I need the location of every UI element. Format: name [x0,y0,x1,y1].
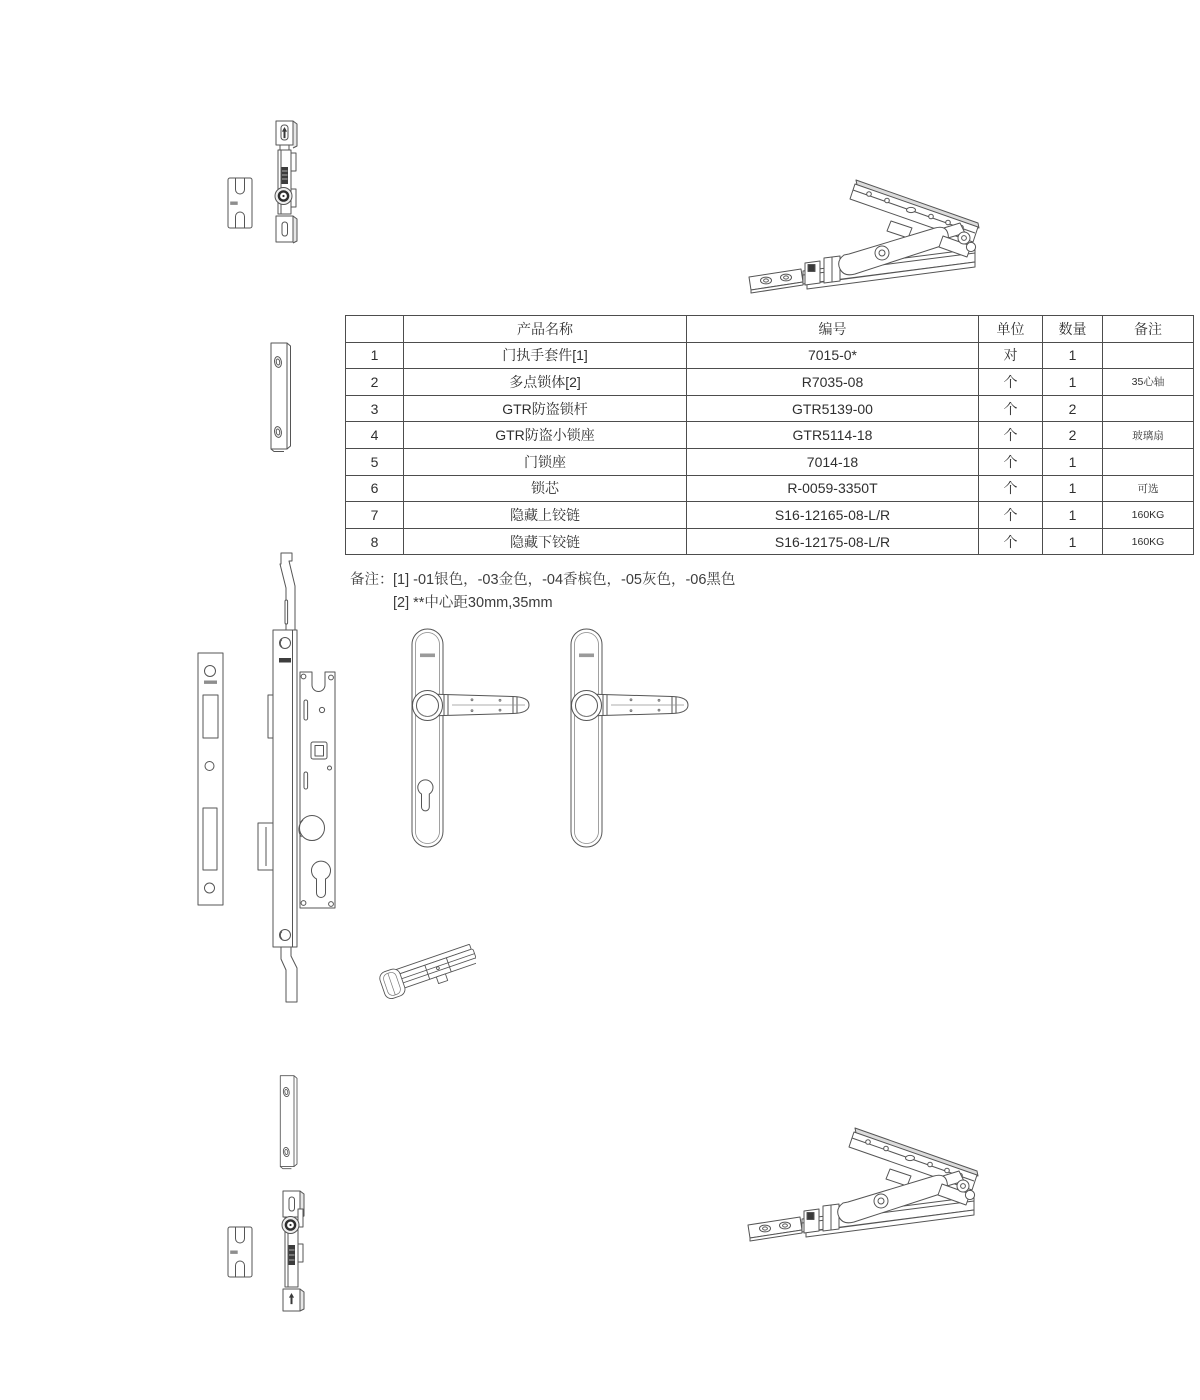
table-row [346,342,1194,369]
table-cell: S16-12165-08-L/R [687,502,979,529]
column-header [346,316,404,343]
table-cell: GTR防盗小锁座 [404,422,687,449]
table-cell [1103,448,1194,475]
multipoint-strike-plate-drawing [196,650,226,908]
table-cell: 8 [346,528,404,555]
footnotes [350,569,735,615]
table-cell: 1 [1043,448,1103,475]
table-cell: 160KG [1103,502,1194,529]
table-cell: 个 [979,395,1043,422]
table-row [346,528,1194,555]
table-cell: 7015-0* [687,342,979,369]
table-cell: 1 [1043,475,1103,502]
footnote-text: [2] **中心距30mm,35mm [393,595,553,611]
table-cell: 1 [1043,342,1103,369]
concealed-top-hinge-drawing [745,176,980,304]
table-cell: 门锁座 [404,448,687,475]
table-cell: 1 [1043,502,1103,529]
column-header: 产品名称 [404,316,687,343]
glass-clip-drawing-bottom [227,1226,253,1278]
table-cell: 可选 [1103,475,1194,502]
table-cell: 160KG [1103,528,1194,555]
table-header-row [346,316,1194,343]
table-cell: 2 [346,369,404,396]
keeper-plate-drawing-top [267,341,293,453]
column-header: 编号 [687,316,979,343]
table-cell: 个 [979,502,1043,529]
table-cell: 1 [1043,369,1103,396]
table-cell: 隐藏上铰链 [404,502,687,529]
anti-theft-lock-bar-drawing-top [270,118,300,246]
table-cell: R-0059-3350T [687,475,979,502]
table-cell: 7 [346,502,404,529]
table-cell: 2 [1043,422,1103,449]
footnote-line [350,592,735,615]
table-cell: 对 [979,342,1043,369]
table-row [346,422,1194,449]
table-cell: GTR防盗锁杆 [404,395,687,422]
parts-table-body [346,342,1194,555]
lock-cylinder-drawing [371,911,476,1003]
table-cell: 6 [346,475,404,502]
footnote-text: [1] -01银色，-03金色，-04香槟色，-05灰色，-06黑色 [393,572,736,588]
table-cell: 玻璃扇 [1103,422,1194,449]
table-cell: 1 [346,342,404,369]
table-cell: 4 [346,422,404,449]
table-cell: R7035-08 [687,369,979,396]
anti-theft-lock-bar-drawing-bottom [277,1189,307,1313]
parts-table [345,315,1194,555]
concealed-bottom-hinge-drawing [744,1124,979,1252]
table-row [346,395,1194,422]
table-cell: 3 [346,395,404,422]
column-header: 数量 [1043,316,1103,343]
table-row [346,502,1194,529]
glass-clip-drawing-top [227,177,253,229]
table-cell: S16-12175-08-L/R [687,528,979,555]
table-row [346,475,1194,502]
table-cell: 7014-18 [687,448,979,475]
table-cell: GTR5139-00 [687,395,979,422]
door-handle-right-drawing [569,627,694,849]
table-cell: 个 [979,369,1043,396]
table-cell: 隐藏下铰链 [404,528,687,555]
table-cell: 锁芯 [404,475,687,502]
table-cell: 门执手套件[1] [404,342,687,369]
table-cell: 2 [1043,395,1103,422]
table-cell: GTR5114-18 [687,422,979,449]
table-row [346,369,1194,396]
table-cell: 5 [346,448,404,475]
multipoint-lock-body-drawing [256,550,338,1008]
column-header: 备注 [1103,316,1194,343]
footnote-label: 备注： [350,572,394,588]
table-cell: 35心轴 [1103,369,1194,396]
table-cell: 1 [1043,528,1103,555]
table-cell: 个 [979,422,1043,449]
footnote-line [350,569,735,592]
table-cell: 个 [979,475,1043,502]
table-cell [1103,395,1194,422]
door-handle-left-drawing [410,627,535,849]
table-cell: 多点锁体[2] [404,369,687,396]
table-cell: 个 [979,448,1043,475]
keeper-plate-drawing-bottom [276,1074,300,1170]
table-cell [1103,342,1194,369]
table-cell: 个 [979,528,1043,555]
table-row [346,448,1194,475]
column-header: 单位 [979,316,1043,343]
